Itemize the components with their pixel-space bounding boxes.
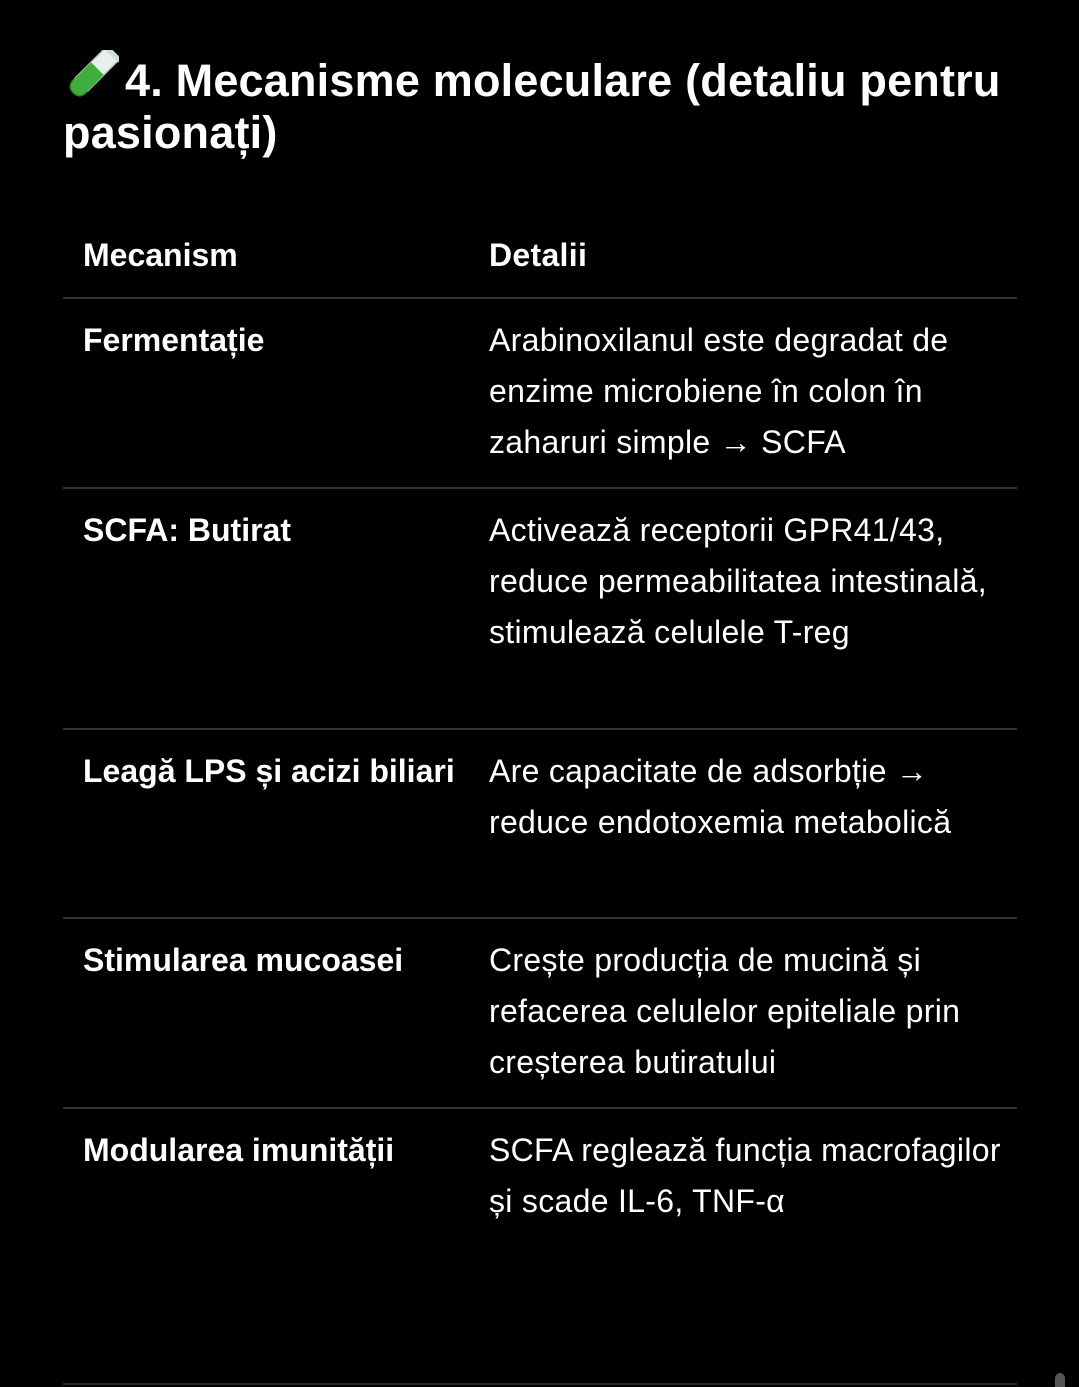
table-row (63, 1109, 1017, 1385)
table-row (63, 299, 1017, 489)
mechanism-cell: Leagă LPS și acizi biliari (83, 753, 455, 789)
mechanism-cell: SCFA: Butirat (83, 512, 291, 548)
mechanism-cell: Fermentație (83, 322, 265, 358)
column-header-details: Detalii (489, 237, 588, 273)
scrollbar-thumb[interactable] (1055, 1373, 1065, 1387)
heading-text: 4. Mecanisme moleculare (detaliu pentru pasionați) (63, 55, 1001, 158)
table-row (63, 730, 1017, 919)
table-row (63, 919, 1017, 1109)
section-heading (63, 50, 1023, 159)
mechanism-cell: Stimularea mucoasei (83, 942, 404, 978)
details-cell: Crește producția de mucină și refacerea celulelor epiteliale prin creșterea butiratului (489, 942, 961, 1080)
table-header-row (63, 209, 1017, 299)
table-row (63, 489, 1017, 730)
column-header-mechanism: Mecanism (83, 237, 238, 273)
mechanisms-table (63, 209, 1017, 1385)
mechanism-cell: Modularea imunității (83, 1132, 395, 1168)
details-cell: Are capacitate de adsorbție → reduce endotoxemia metabolică (489, 753, 952, 840)
test-tube-icon (63, 50, 119, 100)
details-cell: SCFA reglează funcția macrofagilor și scade IL-6, TNF-α (489, 1132, 1001, 1219)
details-cell: Activează receptorii GPR41/43, reduce permeabilitatea intestinală, stimulează celulele T-reg (489, 512, 987, 650)
details-cell: Arabinoxilanul este degradat de enzime microbiene în colon în zaharuri simple → SCFA (489, 322, 949, 460)
